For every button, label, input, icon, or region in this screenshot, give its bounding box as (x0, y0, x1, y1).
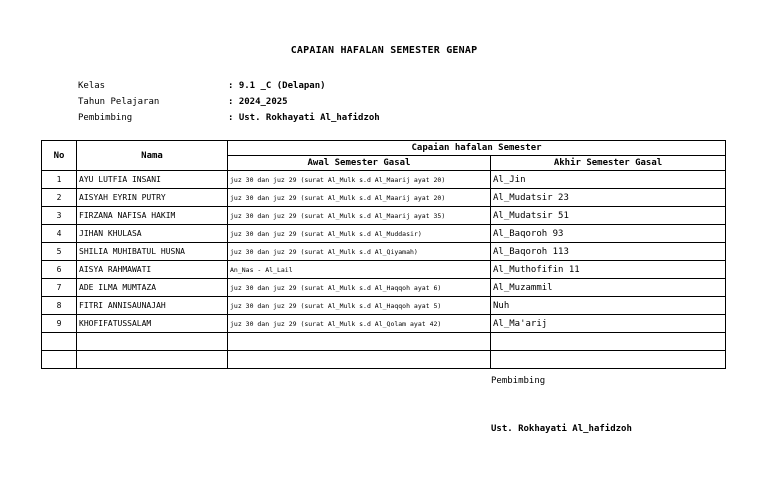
cell-nama (77, 333, 228, 351)
cell-awal: juz 30 dan juz 29 (surat Al_Mulk s.d Al_Haqqoh ayat 6) (228, 279, 491, 297)
cell-no: 8 (42, 297, 77, 315)
info-label: Kelas (78, 81, 106, 91)
cell-nama: FITRI ANNISAUNAJAH (77, 297, 228, 315)
cell-no: 3 (42, 207, 77, 225)
cell-nama: AISYAH EYRIN PUTRY (77, 189, 228, 207)
table-row (42, 207, 726, 225)
cell-awal: juz 30 dan juz 29 (surat Al_Mulk s.d Al_Maarij ayat 20) (228, 189, 491, 207)
cell-awal: juz 30 dan juz 29 (surat Al_Mulk s.d Al_Maarij ayat 35) (228, 207, 491, 225)
cell-nama: KHOFIFATUSSALAM (77, 315, 228, 333)
header-no: No (42, 141, 77, 171)
cell-nama (77, 351, 228, 369)
cell-akhir: Al_Baqoroh 113 (491, 243, 726, 261)
header-akhir: Akhir Semester Gasal (491, 156, 726, 171)
cell-akhir: Al_Muthofifin 11 (491, 261, 726, 279)
table-row (42, 243, 726, 261)
cell-no: 9 (42, 315, 77, 333)
table-row (42, 333, 726, 351)
document-title: CAPAIAN HAFALAN SEMESTER GENAP (290, 45, 478, 56)
cell-no: 4 (42, 225, 77, 243)
cell-awal (228, 333, 491, 351)
header-awal: Awal Semester Gasal (228, 156, 491, 171)
cell-awal: juz 30 dan juz 29 (surat Al_Mulk s.d Al_Haqqoh ayat 5) (228, 297, 491, 315)
cell-akhir (491, 351, 726, 369)
info-value: : 2024_2025 (228, 97, 288, 107)
cell-akhir: Al_Muzammil (491, 279, 726, 297)
info-row-kelas (78, 78, 380, 94)
table-row (42, 171, 726, 189)
table-row (42, 315, 726, 333)
cell-awal: An_Nas - Al_Lail (228, 261, 491, 279)
table-row (42, 297, 726, 315)
info-value: : 9.1 _C (Delapan) (228, 81, 326, 91)
cell-akhir: Nuh (491, 297, 726, 315)
signature-label: Pembimbing (491, 376, 546, 386)
header-nama: Nama (77, 141, 228, 171)
table-row (42, 225, 726, 243)
cell-no: 7 (42, 279, 77, 297)
cell-nama: AISYA RAHMAWATI (77, 261, 228, 279)
header-capaian-group: Capaian hafalan Semester (228, 141, 726, 156)
cell-akhir: Al_Baqoroh 93 (491, 225, 726, 243)
info-block (78, 78, 380, 126)
table-row (42, 351, 726, 369)
info-value: : Ust. Rokhayati Al_hafidzoh (228, 113, 380, 123)
cell-no (42, 351, 77, 369)
cell-akhir (491, 333, 726, 351)
cell-awal (228, 351, 491, 369)
cell-nama: ADE ILMA MUMTAZA (77, 279, 228, 297)
cell-akhir: Al_Ma'arij (491, 315, 726, 333)
cell-no (42, 333, 77, 351)
table-row (42, 261, 726, 279)
cell-nama: JIHAN KHULASA (77, 225, 228, 243)
table-body (42, 171, 726, 369)
info-row-pembimbing (78, 110, 380, 126)
cell-awal: juz 30 dan juz 29 (surat Al_Mulk s.d Al_Qolam ayat 42) (228, 315, 491, 333)
cell-akhir: Al_Mudatsir 51 (491, 207, 726, 225)
cell-no: 2 (42, 189, 77, 207)
info-label: Tahun Pelajaran (78, 97, 160, 107)
signature-name: Ust. Rokhayati Al_hafidzoh (491, 424, 632, 434)
capaian-table (41, 140, 726, 369)
info-row-tahun-pelajaran (78, 94, 380, 110)
cell-no: 1 (42, 171, 77, 189)
table-row (42, 279, 726, 297)
info-label: Pembimbing (78, 113, 133, 123)
cell-akhir: Al_Mudatsir 23 (491, 189, 726, 207)
cell-nama: AYU LUTFIA INSANI (77, 171, 228, 189)
cell-no: 5 (42, 243, 77, 261)
cell-nama: SHILIA MUHIBATUL HUSNA (77, 243, 228, 261)
cell-awal: juz 30 dan juz 29 (surat Al_Mulk s.d Al_Muddasir) (228, 225, 491, 243)
table-row (42, 189, 726, 207)
cell-no: 6 (42, 261, 77, 279)
cell-awal: juz 30 dan juz 29 (surat Al_Mulk s.d Al_Qiyamah) (228, 243, 491, 261)
cell-nama: FIRZANA NAFISA HAKIM (77, 207, 228, 225)
cell-awal: juz 30 dan juz 29 (surat Al_Mulk s.d Al_Maarij ayat 20) (228, 171, 491, 189)
cell-akhir: Al_Jin (491, 171, 726, 189)
